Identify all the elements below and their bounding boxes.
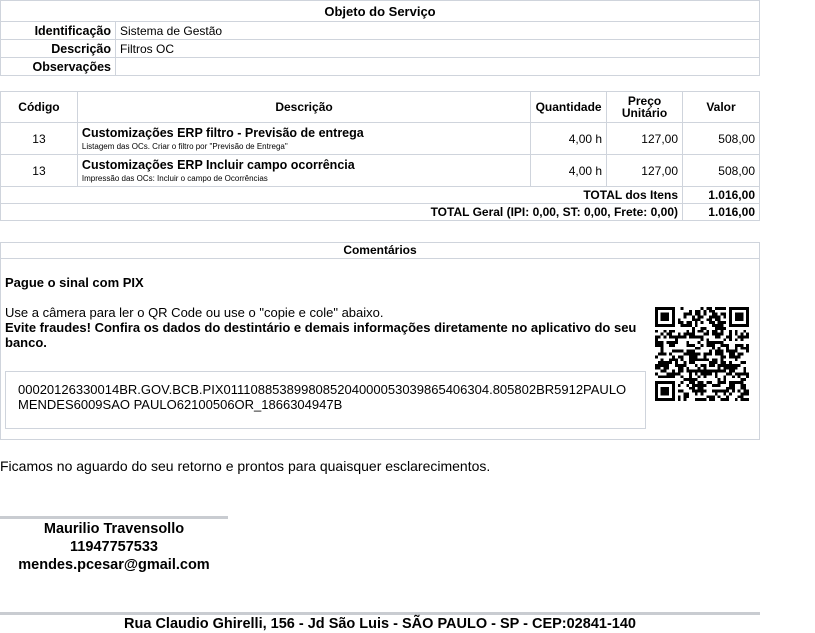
item-title: Customizações ERP Incluir campo ocorrência	[81, 158, 355, 172]
identification-value: Sistema de Gestão	[116, 22, 760, 40]
table-row	[1, 155, 760, 187]
service-object-title: Objeto do Serviço	[1, 1, 760, 22]
total-items-label: TOTAL dos Itens	[1, 187, 683, 204]
signature-divider	[0, 516, 228, 519]
service-row-identification	[1, 22, 760, 40]
service-row-description	[1, 40, 760, 58]
item-description	[77, 123, 530, 155]
comments-section	[0, 242, 760, 440]
total-general-value: 1.016,00	[683, 204, 760, 221]
header-unit-price-line2: Unitário	[621, 106, 668, 120]
item-subtitle: Impressão das OCs: Incluir o campo de Ocorrências	[81, 174, 268, 183]
closing-message: Ficamos no aguardo do seu retorno e prontos para quaisquer esclarecimentos.	[0, 458, 491, 474]
item-quantity: 4,00 h	[531, 123, 607, 155]
description-value: Filtros OC	[116, 40, 760, 58]
pix-instruction: Use a câmera para ler o QR Code ou use o "copie e cole" abaixo.	[5, 305, 384, 320]
table-row	[1, 123, 760, 155]
service-row-observations	[1, 58, 760, 76]
header-code: Código	[1, 92, 78, 123]
total-items-row	[1, 187, 760, 204]
footer-address: Rua Claudio Ghirelli, 156 - Jd São Luis - SÃO PAULO - SP - CEP:02841-140	[124, 616, 636, 632]
items-header-row	[1, 92, 760, 123]
item-unit-price: 127,00	[607, 155, 683, 187]
pix-copy-paste-code[interactable]: 00020126330014BR.GOV.BCB.PIX0111088538998085204000053039865406304.805802BR5912PAULO MENDES6009SAO PAULO62100506OR_1866304947B	[5, 371, 646, 429]
item-description	[77, 155, 530, 187]
item-unit-price: 127,00	[607, 123, 683, 155]
description-label: Descrição	[1, 40, 116, 58]
items-table	[0, 91, 760, 221]
header-quantity: Quantidade	[531, 92, 607, 123]
header-description: Descrição	[77, 92, 530, 123]
signature-email[interactable]: mendes.pcesar@gmail.com	[18, 557, 210, 573]
item-code: 13	[1, 155, 78, 187]
signature-name: Maurilio Travensollo	[43, 521, 185, 537]
identification-label: Identificação	[1, 22, 116, 40]
item-value: 508,00	[683, 155, 760, 187]
header-unit-price	[607, 92, 683, 123]
service-object-table	[0, 0, 760, 76]
header-value: Valor	[683, 92, 760, 123]
item-value: 508,00	[683, 123, 760, 155]
total-general-row	[1, 204, 760, 221]
total-items-value: 1.016,00	[683, 187, 760, 204]
observations-label: Observações	[1, 58, 116, 76]
item-subtitle: Listagem das OCs. Criar o filtro por "Previsão de Entrega"	[81, 142, 288, 151]
comments-title: Comentários	[1, 243, 759, 259]
pix-warning: Evite fraudes! Confira os dados do destintário e demais informações diretamente no aplicativo do seu banco.	[5, 320, 637, 350]
total-general-label: TOTAL Geral (IPI: 0,00, ST: 0,00, Frete: 0,00)	[1, 204, 683, 221]
header-unit-price-line1: Preço	[627, 94, 662, 108]
pix-title: Pague o sinal com PIX	[5, 275, 144, 290]
pix-qr-code	[655, 307, 749, 401]
item-code: 13	[1, 123, 78, 155]
item-quantity: 4,00 h	[531, 155, 607, 187]
signature-block	[0, 520, 228, 574]
signature-phone: 11947757533	[70, 539, 158, 555]
observations-value	[116, 58, 760, 76]
item-title: Customizações ERP filtro - Previsão de entrega	[81, 126, 364, 140]
